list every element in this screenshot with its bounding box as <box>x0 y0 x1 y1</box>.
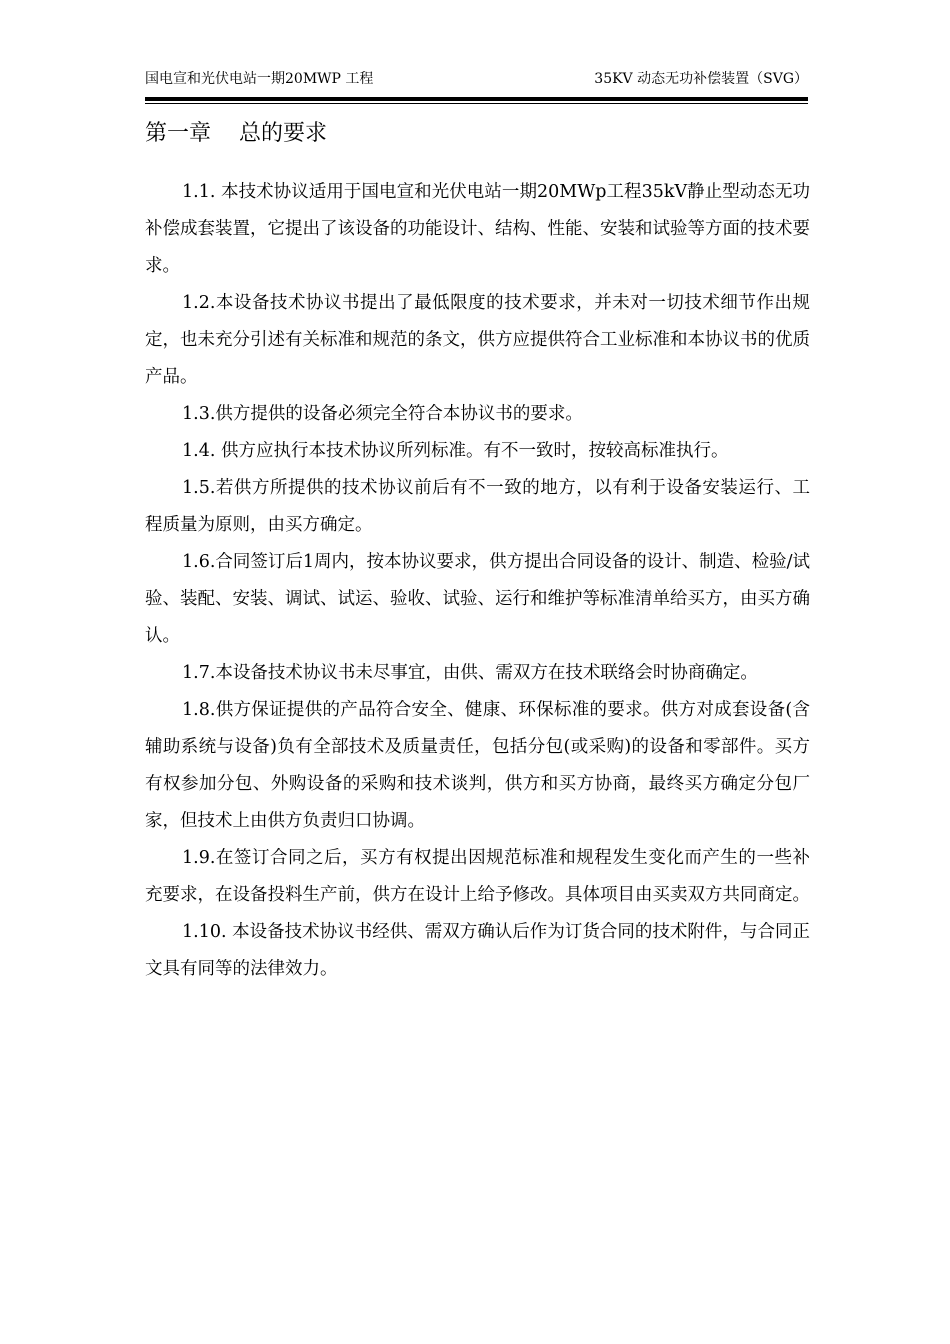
paragraph-1-2: 1.2.本设备技术协议书提出了最低限度的技术要求，并未对一切技术细节作出规定，也未充分引述有关标准和规范的条文，供方应提供符合工业标准和本协议书的优质产品。 <box>145 293 810 387</box>
header-rule-thin <box>145 103 808 104</box>
paragraph-1-4: 1.4. 供方应执行本技术协议所列标准。有不一致时，按较高标准执行。 <box>182 441 729 461</box>
paragraph-1-1: 1.1. 本技术协议适用于国电宣和光伏电站一期20MWp工程35kV静止型动态无功补偿成套装置，它提出了该设备的功能设计、结构、性能、安装和试验等方面的技术要求。 <box>145 182 810 276</box>
header-document-subject: 35KV 动态无功补偿装置（SVG） <box>594 71 808 87</box>
header-project-name: 国电宣和光伏电站一期20MWP 工程 <box>145 71 374 87</box>
chapter-title: 第一章 总的要求 <box>145 121 327 146</box>
paragraph-1-6: 1.6.合同签订后1周内，按本协议要求，供方提出合同设备的设计、制造、检验/试验、装配、安装、调试、试运、验收、试验、运行和维护等标准清单给买方，由买方确认。 <box>145 552 810 646</box>
paragraph-1-9: 1.9.在签订合同之后，买方有权提出因规范标准和规程发生变化而产生的一些补充要求，在设备投料生产前，供方在设计上给予修改。具体项目由买卖双方共同商定。 <box>145 848 810 905</box>
paragraph-1-7: 1.7.本设备技术协议书未尽事宜，由供、需双方在技术联络会时协商确定。 <box>182 663 758 683</box>
page-header <box>145 68 808 90</box>
paragraph-1-8: 1.8.供方保证提供的产品符合安全、健康、环保标准的要求。供方对成套设备(含辅助系统与设备)负有全部技术及质量责任，包括分包(或采购)的设备和零部件。买方有权参加分包、外购设备的采购和技术谈判，供方和买方协商，最终买方确定分包厂家，但技术上由供方负责归口协调。 <box>145 700 810 831</box>
paragraph-1-10: 1.10. 本设备技术协议书经供、需双方确认后作为订货合同的技术附件，与合同正文具有同等的法律效力。 <box>145 922 810 979</box>
paragraph-1-5: 1.5.若供方所提供的技术协议前后有不一致的地方，以有利于设备安装运行、工程质量为原则，由买方确定。 <box>145 478 810 535</box>
header-rule-thick <box>145 97 808 101</box>
body-text <box>145 174 810 988</box>
paragraph-1-3: 1.3.供方提供的设备必须完全符合本协议书的要求。 <box>182 404 583 424</box>
